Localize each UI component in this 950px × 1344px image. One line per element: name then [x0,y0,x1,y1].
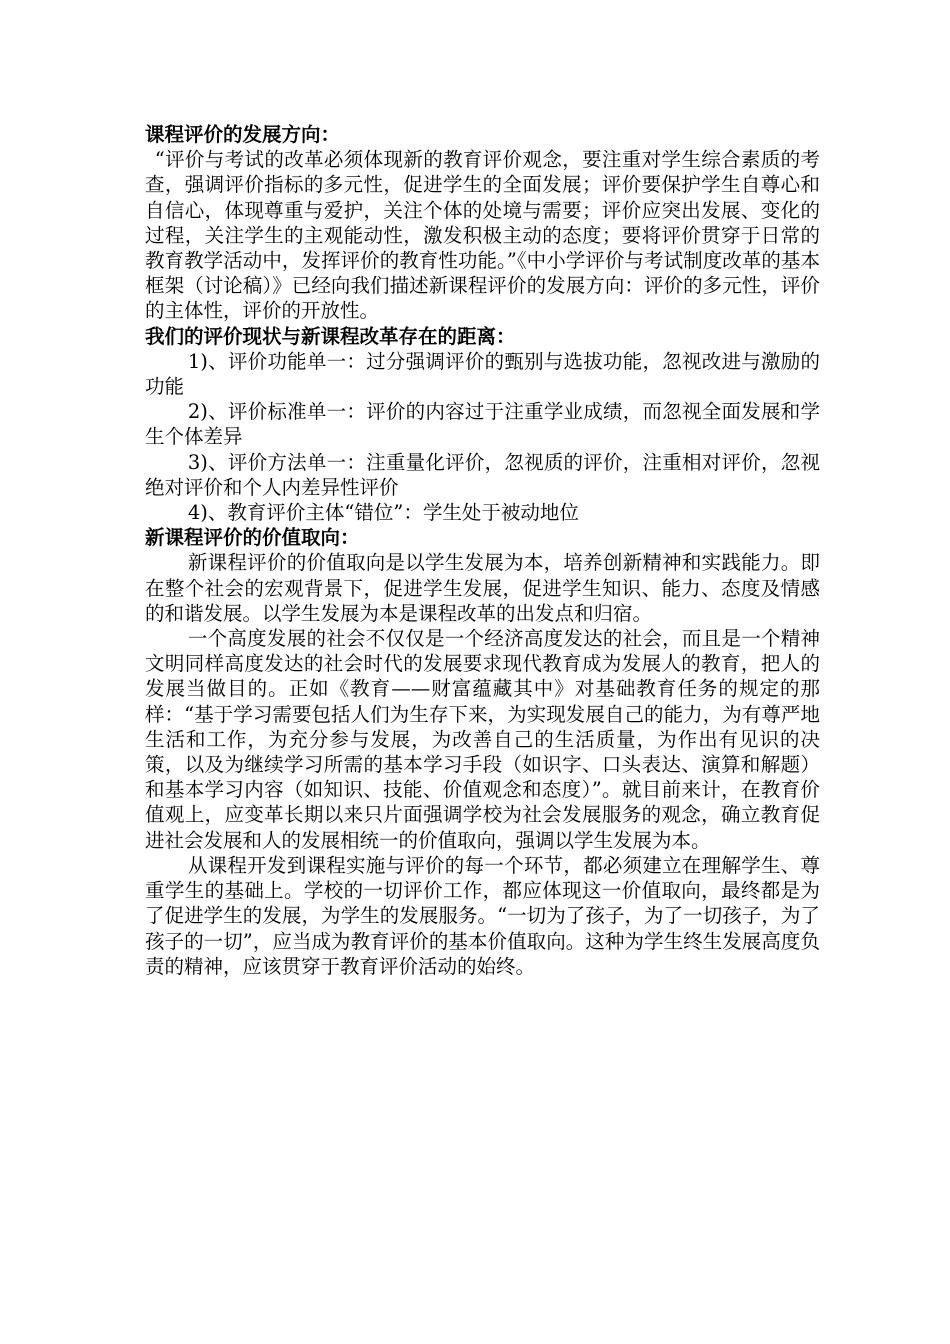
section-heading-value-orientation: 新课程评价的价值取向： [145,526,360,550]
gap-item-1: 1)、评价功能单一：过分强调评价的甄别与选拔功能，忽视改进与激励的功能 [145,349,820,399]
document-body [145,122,820,979]
section-heading-development-direction: 课程评价的发展方向： [145,123,341,146]
gap-item-2: 2)、评价标准单一：评价的内容过于注重学业成绩，而忽视全面发展和学生个体差异 [145,400,820,449]
value-orientation-paragraph-3: 从课程开发到课程实施与评价的每一个环节，都必须建立在理解学生、尊重学生的基础上。学校的一切评价工作，都应体现这一价值取向，最终都是为了促进学生的发展，为学生的发展服务。“一切为了孩子，为了一切孩子，为了孩子的一切”，应当成为教育评价的基本价值取向。这种为学生终生发展高度负责的精神，应该贯穿于教育评价活动的始终。 [145,853,820,978]
value-orientation-paragraph-2: 一个高度发展的社会不仅仅是一个经济高度发达的社会，而且是一个精神文明同样高度发达的社会时代的发展要求现代教育成为发展人的教育，把人的发展当做目的。正如《教育——财富蕴藏其中》对基础教育任务的规定的那样：“基于学习需要包括人们为生存下来，为实现发展自己的能力，为有尊严地生活和工作，为充分参与发展，为改善自己的生活质量，为作出有见识的决策，以及为继续学习所需的基本学习手段（如识字、口头表达、演算和解题）和基本学习内容（如知识、技能、价值观念和态度）”。就目前来计，在教育价值观上，应变革长期以来只片面强调学校为社会发展服务的观念，确立教育促进社会发展和人的发展相统一的价值取向，强调以学生发展为本。 [145,627,820,852]
section-heading-current-gap: 我们的评价现状与新课程改革存在的距离： [145,324,516,348]
development-direction-paragraph: “评价与考试的改革必须体现新的教育评价观念，要注重对学生综合素质的考查，强调评价指标的多元性，促进学生的全面发展；评价要保护学生自尊心和自信心，体现尊重与爱护，关注个体的处境与需要；评价应突出发展、变化的过程，关注学生的主观能动性，激发积极主动的态度；要将评价贯穿于日常的教育教学活动中，发挥评价的教育性功能。”《中小学评价与考试制度改革的基本框架（讨论稿）》已经向我们描述新课程评价的发展方向：评价的多元性，评价的主体性，评价的开放性。 [145,148,820,323]
gap-item-4: 4)、教育评价主体“错位”：学生处于被动地位 [187,501,579,525]
value-orientation-paragraph-1: 新课程评价的价值取向是以学生发展为本，培养创新精神和实践能力。即在整个社会的宏观背景下，促进学生发展，促进学生知识、能力、态度及情感的和谐发展。以学生发展为本是课程改革的出发点和归宿。 [145,551,820,625]
gap-item-3: 3)、评价方法单一：注重量化评价，忽视质的评价，注重相对评价，忽视绝对评价和个人内差异性评价 [145,450,820,499]
